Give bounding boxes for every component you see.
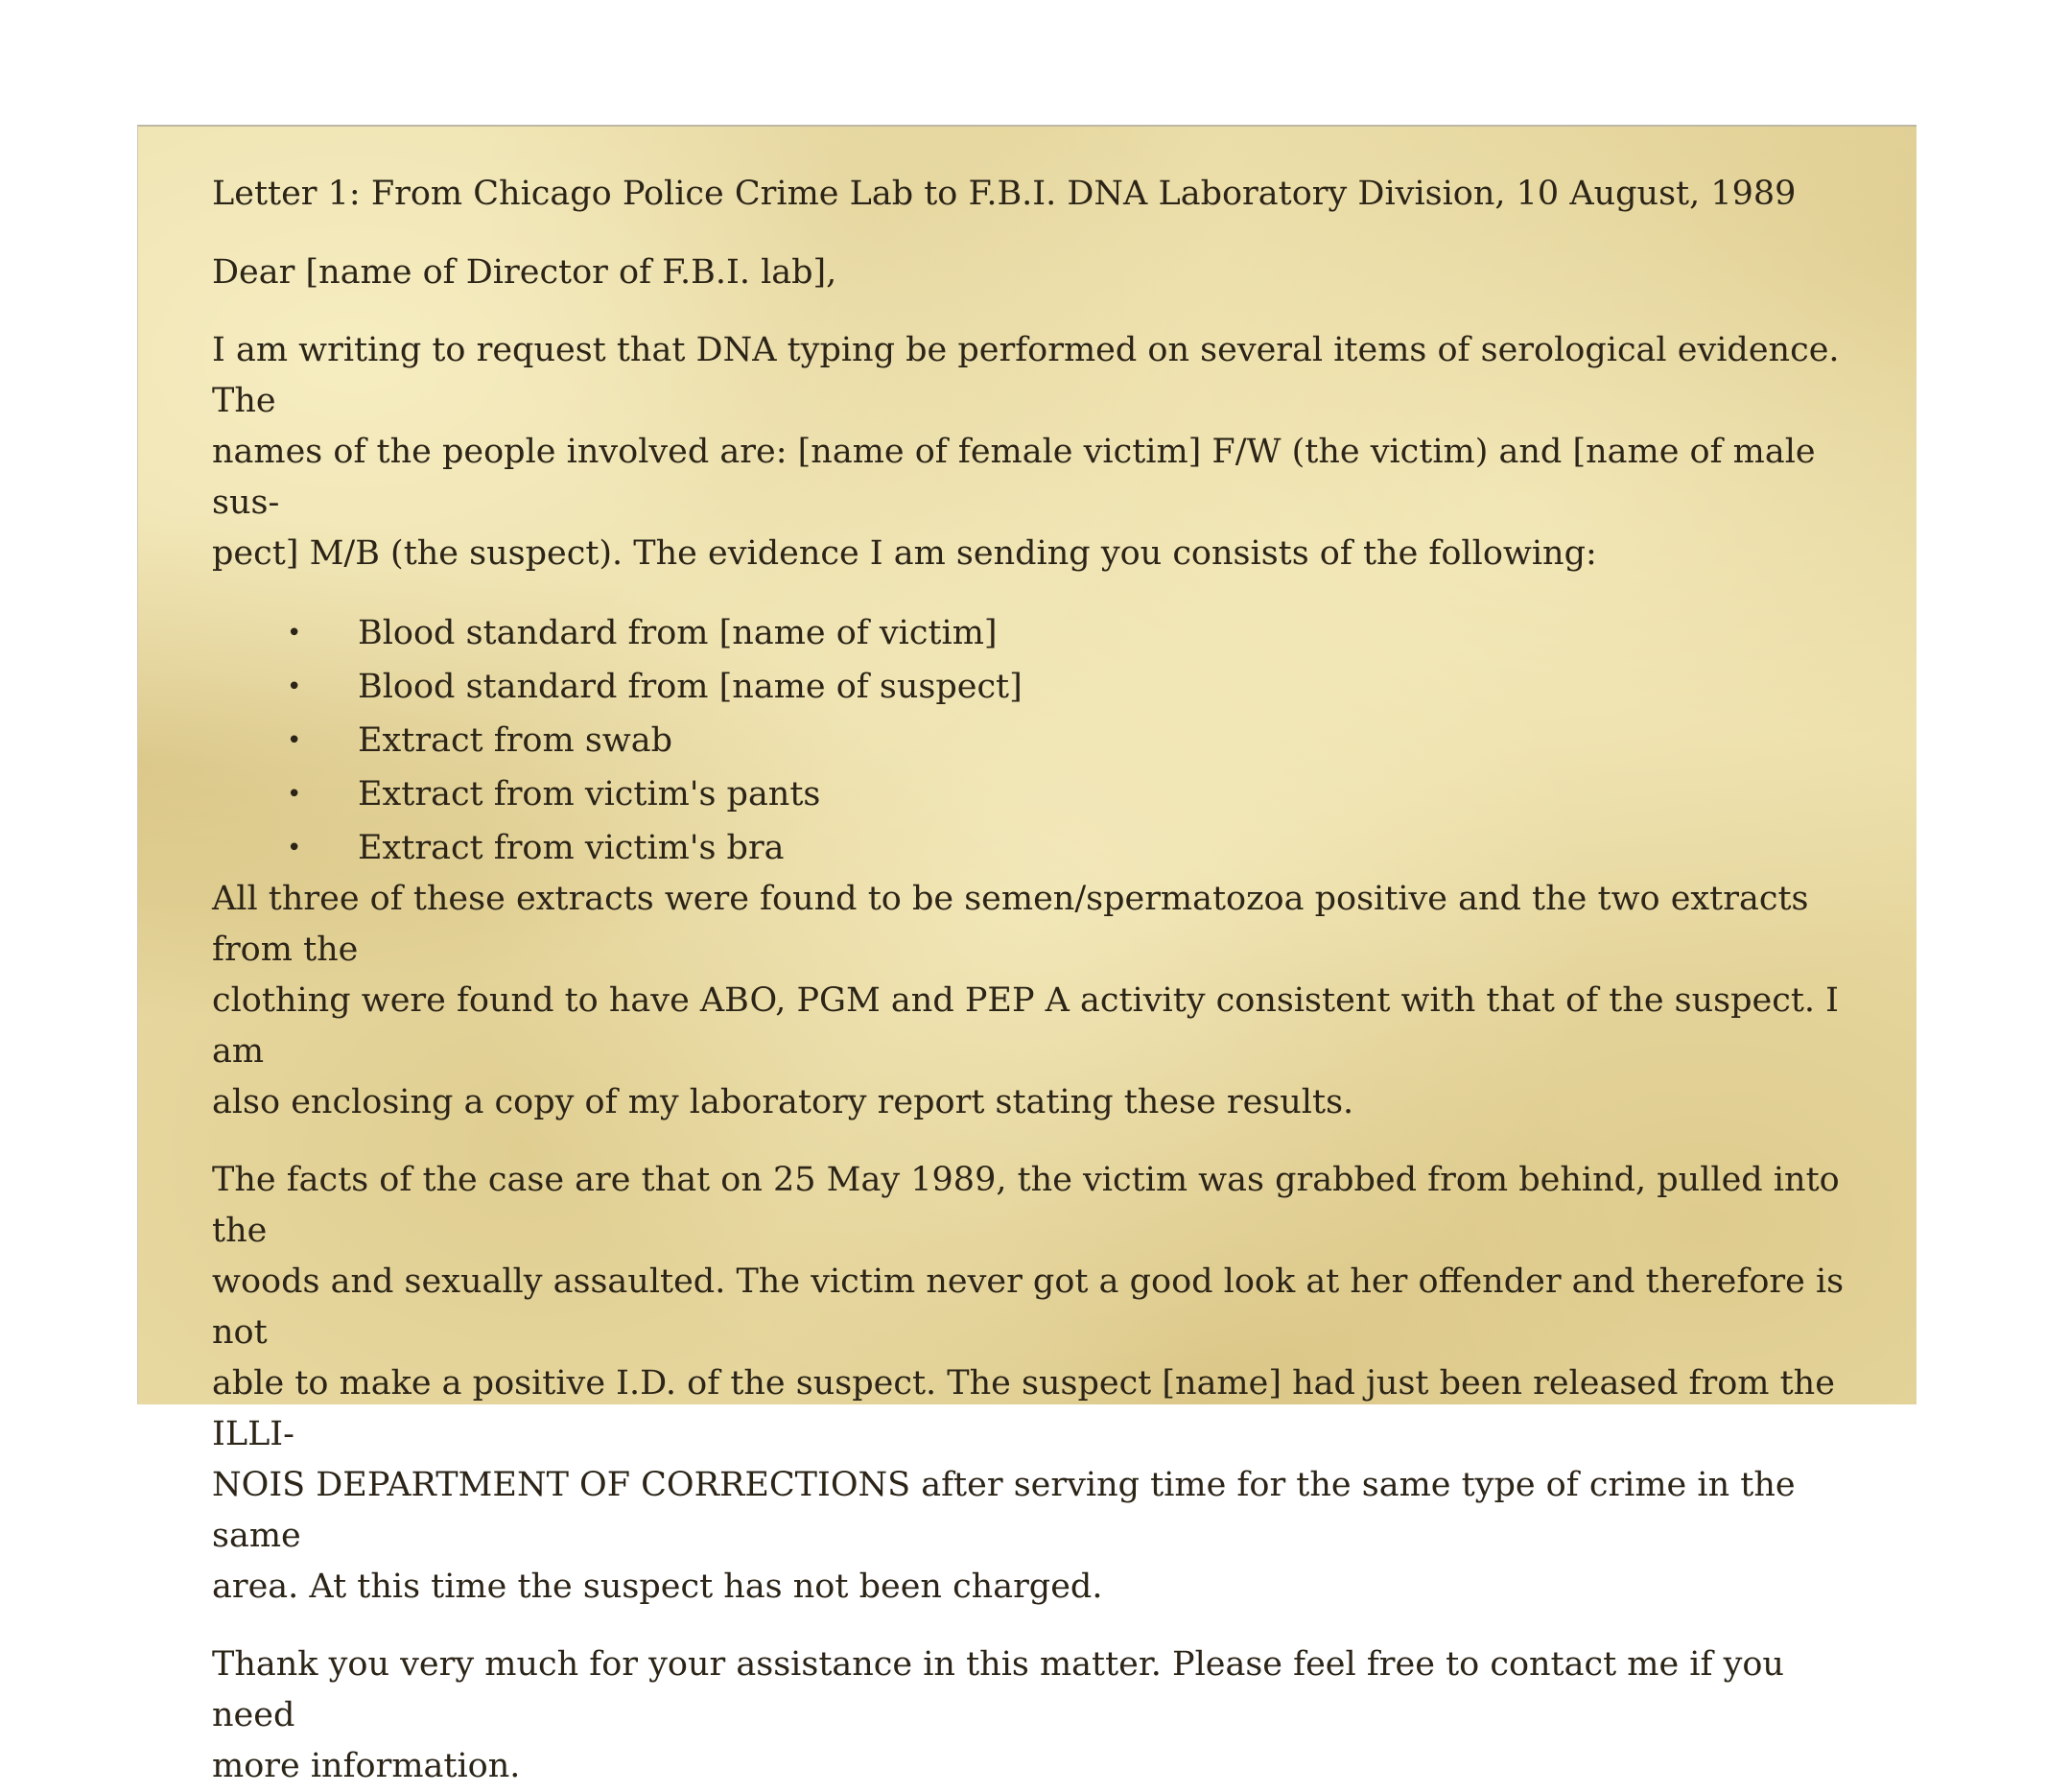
facts-line: area. At this time the suspect has not been charged. xyxy=(212,1568,1103,1606)
results-line: All three of these extracts were found to be semen/spermatozoa positive and the two extracts from the xyxy=(212,880,1809,969)
intro-line: pect] M/B (the suspect). The evidence I am sending you consists of the following: xyxy=(212,534,1597,573)
facts-line: woods and sexually assaulted. The victim never got a good look at her offender and therefore is not xyxy=(212,1262,1845,1352)
facts-line: able to make a positive I.D. of the suspect. The suspect [name] had just been released from the ILLI- xyxy=(212,1364,1835,1453)
results-line: also enclosing a copy of my laboratory report stating these results. xyxy=(212,1083,1354,1121)
bullet-icon: • xyxy=(287,726,302,755)
bullet-icon: • xyxy=(287,780,302,809)
bullet-icon: • xyxy=(287,619,302,648)
evidence-item-label: Blood standard from [name of victim] xyxy=(358,614,998,652)
evidence-item-label: Extract from victim's bra xyxy=(358,829,785,867)
closing-paragraph xyxy=(212,1639,1862,1792)
facts-paragraph xyxy=(212,1155,1862,1613)
closing-line: Thank you very much for your assistance in this matter. Please feel free to contact me if you need xyxy=(212,1645,1784,1734)
intro-paragraph xyxy=(212,325,1862,579)
facts-line: NOIS DEPARTMENT OF CORRECTIONS after serving time for the same type of crime in the same xyxy=(212,1466,1796,1555)
intro-line: names of the people involved are: [name of female victim] F/W (the victim) and [name of male sus- xyxy=(212,433,1816,522)
evidence-item xyxy=(212,660,1862,714)
closing-line: more information. xyxy=(212,1747,521,1785)
intro-line: I am writing to request that DNA typing be performed on several items of serological evidence. The xyxy=(212,331,1840,420)
evidence-item xyxy=(212,606,1862,660)
evidence-item-label: Extract from victim's pants xyxy=(358,775,821,813)
salutation: Dear [name of Director of F.B.I. lab], xyxy=(212,253,837,292)
evidence-item-label: Extract from swab xyxy=(358,721,673,760)
letter-paper xyxy=(137,125,1917,1785)
results-line: clothing were found to have ABO, PGM and PEP A activity consistent with that of the suspect. I am xyxy=(212,981,1839,1071)
evidence-item xyxy=(212,821,1862,875)
bullet-icon: • xyxy=(287,672,302,701)
bullet-icon: • xyxy=(287,834,302,862)
evidence-list xyxy=(212,606,1862,875)
facts-line: The facts of the case are that on 25 May 1989, the victim was grabbed from behind, pulled into the xyxy=(212,1161,1840,1250)
results-paragraph xyxy=(212,874,1862,1128)
evidence-item xyxy=(212,714,1862,767)
letter-body xyxy=(212,169,1862,1792)
letter-heading: Letter 1: From Chicago Police Crime Lab to F.B.I. DNA Laboratory Division, 10 August, 1989 xyxy=(212,175,1797,213)
evidence-item-label: Blood standard from [name of suspect] xyxy=(358,668,1023,706)
evidence-item xyxy=(212,767,1862,821)
